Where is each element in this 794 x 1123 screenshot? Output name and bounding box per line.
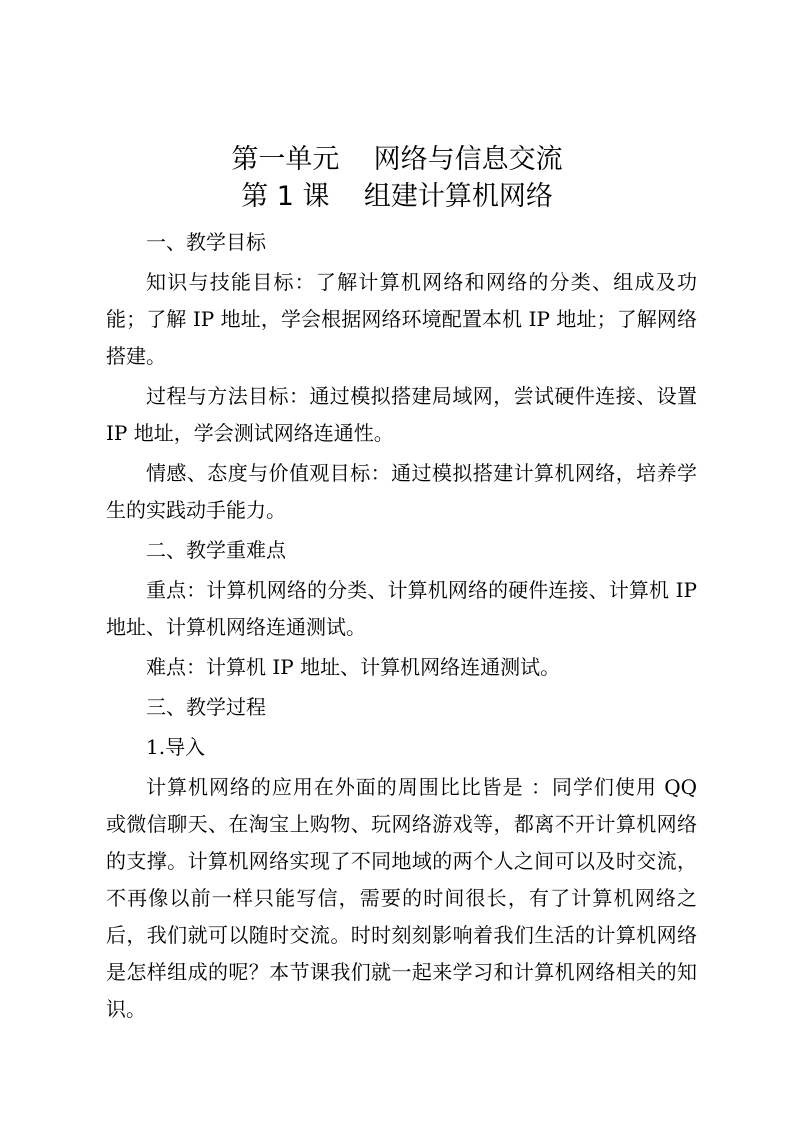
document-body	[106, 224, 697, 1028]
paragraph-attitude-values-goal: 情感、态度与价值观目标：通过模拟搭建计算机网络，培养学生的实践动手能力。	[106, 461, 697, 522]
unit-title: 第一单元 网络与信息交流	[231, 144, 563, 175]
paragraph-process-method-goal: 过程与方法目标：通过模拟搭建局域网，尝试硬件连接、设置 IP 地址，学会测试网络连通性。	[106, 384, 697, 445]
paragraph-difficult-points: 难点：计算机 IP 地址、计算机网络连通测试。	[146, 655, 561, 679]
section-heading-process: 三、教学过程	[146, 695, 266, 719]
paragraph-key-points: 重点：计算机网络的分类、计算机网络的硬件连接、计算机 IP 地址、计算机网络连通测试。	[106, 578, 697, 639]
lesson-title: 第 1 课 组建计算机网络	[241, 181, 553, 212]
paragraph-introduction: 计算机网络的应用在外面的周围比比皆是 ：同学们使用 QQ 或微信聊天、在淘宝上购物、玩网络游戏等，都离不开计算机网络的支撑。计算机网络实现了不同地域的两个人之间可以及时交流，不再像以前一样只能写信，需要的时间很长，有了计算机网络之后，我们就可以随时交流。时时刻刻影响着我们生活的计算机网络是怎样组成的呢？本节课我们就一起来学习和计算机网络相关的知识。	[106, 775, 697, 1021]
section-heading-objectives: 一、教学目标	[146, 230, 266, 254]
subheading-introduction: 1.导入	[146, 735, 206, 759]
section-heading-key-points: 二、教学重难点	[146, 538, 286, 562]
paragraph-knowledge-skills-goal: 知识与技能目标：了解计算机网络和网络的分类、组成及功能；了解 IP 地址，学会根据网络环境配置本机 IP 地址；了解网络搭建。	[106, 270, 697, 368]
